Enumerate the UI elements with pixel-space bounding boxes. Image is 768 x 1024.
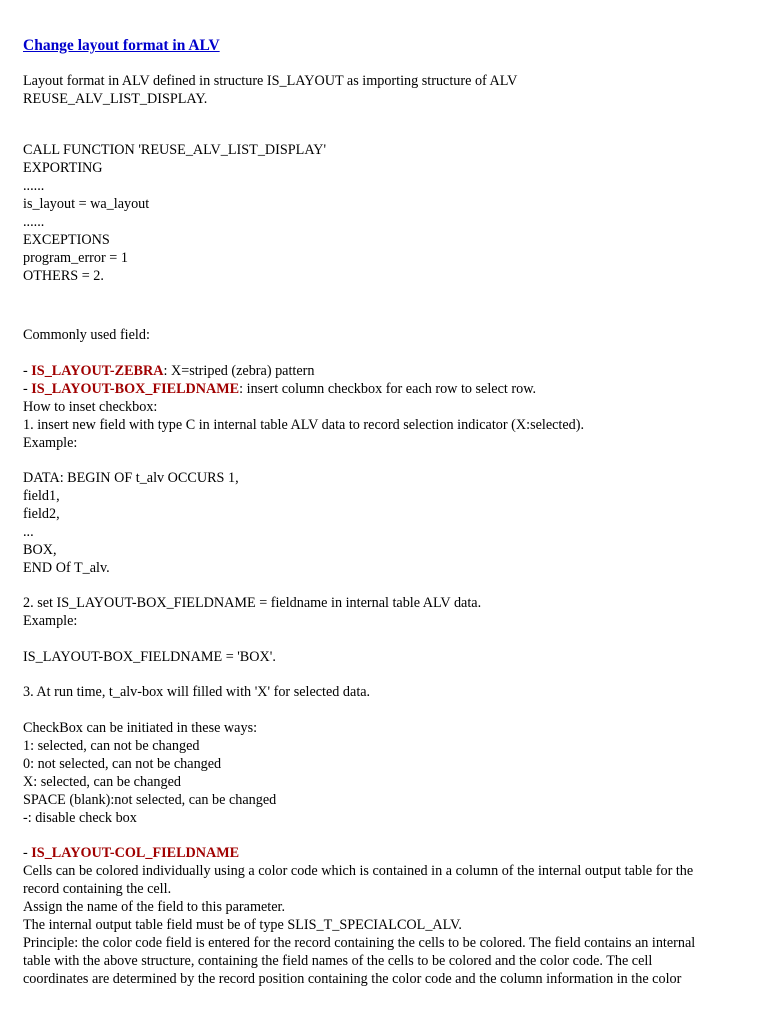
code-call-line-4: is_layout = wa_layout [23, 196, 150, 212]
code-call-line-5: ...... [23, 214, 45, 230]
step2-line-1: 2. set IS_LAYOUT-BOX_FIELDNAME = fieldname in internal table ALV data. [23, 595, 482, 611]
col-desc-line-7: coordinates are determined by the record position containing the color code and the column information in the color [23, 971, 682, 987]
zebra-keyword: IS_LAYOUT-ZEBRA [31, 363, 164, 379]
code-call-line-3: ...... [23, 178, 45, 194]
col-desc-line-3: Assign the name of the field to this parameter. [23, 899, 286, 915]
code-call-line-8: OTHERS = 2. [23, 268, 104, 284]
code-data-line-1: DATA: BEGIN OF t_alv OCCURS 1, [23, 470, 239, 486]
step2-line-2: Example: [23, 613, 78, 629]
checkbox-ways-line-1: CheckBox can be initiated in these ways: [23, 720, 258, 736]
code-call-line-7: program_error = 1 [23, 250, 128, 266]
code-data-line-3: field2, [23, 506, 60, 522]
checkbox-ways-line-5: SPACE (blank):not selected, can be changed [23, 792, 277, 808]
box-fieldname-item [23, 381, 536, 398]
col-fieldname-item [23, 845, 239, 862]
zebra-text: : X=striped (zebra) pattern [163, 363, 315, 379]
col-desc-line-2: record containing the cell. [23, 881, 172, 897]
col-fieldname-keyword: IS_LAYOUT-COL_FIELDNAME [31, 845, 240, 861]
checkbox-ways-line-3: 0: not selected, can not be changed [23, 756, 222, 772]
col-desc-line-6: table with the above structure, containing the field names of the cells to be colored and the color code. The cell [23, 953, 653, 969]
checkbox-ways-line-4: X: selected, can be changed [23, 774, 181, 790]
page-title[interactable]: Change layout format in ALV [23, 37, 220, 54]
how-to-line-3: Example: [23, 435, 78, 451]
code-data-line-6: END Of T_alv. [23, 560, 110, 576]
how-to-line-2: 1. insert new field with type C in internal table ALV data to record selection indicator (X:selected). [23, 417, 585, 433]
intro-line-2: REUSE_ALV_LIST_DISPLAY. [23, 91, 208, 107]
box-fieldname-text: : insert column checkbox for each row to select row. [239, 381, 537, 397]
zebra-item [23, 363, 314, 380]
code-data-line-4: ... [23, 524, 34, 540]
col-fieldname-prefix: - [23, 845, 32, 861]
step3-line: 3. At run time, t_alv-box will filled with 'X' for selected data. [23, 684, 371, 700]
code-call-line-1: CALL FUNCTION 'REUSE_ALV_LIST_DISPLAY' [23, 142, 327, 158]
step2-code: IS_LAYOUT-BOX_FIELDNAME = 'BOX'. [23, 649, 276, 665]
code-data-line-2: field1, [23, 488, 60, 504]
box-fieldname-prefix: - [23, 381, 32, 397]
checkbox-ways-line-2: 1: selected, can not be changed [23, 738, 200, 754]
col-desc-line-5: Principle: the color code field is entered for the record containing the cells to be colored. The field contains an internal [23, 935, 696, 951]
how-to-line-1: How to inset checkbox: [23, 399, 158, 415]
col-desc-line-1: Cells can be colored individually using a color code which is contained in a column of the internal output table for the [23, 863, 694, 879]
code-data-line-5: BOX, [23, 542, 57, 558]
intro-line-1: Layout format in ALV defined in structure IS_LAYOUT as importing structure of ALV [23, 73, 518, 89]
code-call-line-2: EXPORTING [23, 160, 103, 176]
commonly-used-heading: Commonly used field: [23, 327, 150, 343]
box-fieldname-keyword: IS_LAYOUT-BOX_FIELDNAME [31, 381, 240, 397]
zebra-prefix: - [23, 363, 32, 379]
col-desc-line-4: The internal output table field must be of type SLIS_T_SPECIALCOL_ALV. [23, 917, 462, 933]
checkbox-ways-line-6: -: disable check box [23, 810, 137, 826]
code-call-line-6: EXCEPTIONS [23, 232, 110, 248]
